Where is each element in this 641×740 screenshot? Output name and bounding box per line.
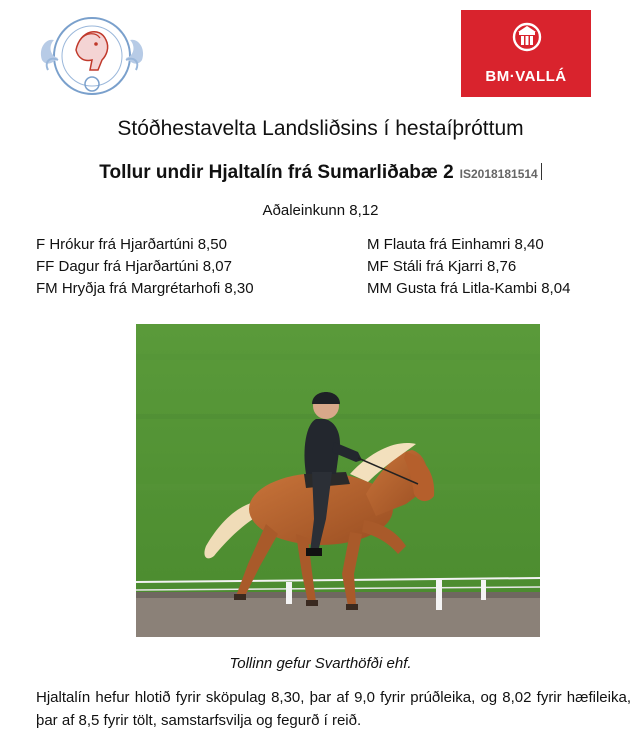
pedigree-line: M Flauta frá Einhamri 8,40 xyxy=(367,236,544,253)
landssamband-logo xyxy=(36,10,148,102)
pedigree-line: MM Gusta frá Litla-Kambi 8,04 xyxy=(367,280,571,297)
summary-paragraph: Hjaltalín hefur hlotið fyrir sköpulag 8,30, þar af 9,0 fyrir prúðleika, og 8,02 fyrir hæfileika, þar af 8,5 fyrir tölt, samstarfsvilja og fegurð í reið. xyxy=(36,689,631,729)
horse-heading xyxy=(0,162,641,184)
horse-id: IS2018181514 xyxy=(459,167,538,181)
event-title: Stóðhestavelta Landsliðsins í hestaíþróttum xyxy=(117,117,524,140)
bm-valla-logo xyxy=(461,10,591,97)
bm-valla-wordmark: BM·VALLÁ xyxy=(485,68,567,85)
pedigree-line: MF Stáli frá Kjarri 8,76 xyxy=(367,258,517,275)
horse-photo xyxy=(136,324,540,637)
pedigree-line: FF Dagur frá Hjarðartúni 8,07 xyxy=(36,258,232,275)
photo-caption: Tollinn gefur Svarthöfði ehf. xyxy=(229,655,412,672)
pedigree-dam-side xyxy=(367,234,570,300)
rider-on-horse-image xyxy=(136,324,540,637)
pedigree-line: FM Hryðja frá Margrétarhofi 8,30 xyxy=(36,280,254,297)
pedigree-sire-side xyxy=(36,234,254,300)
bm-valla-house-icon xyxy=(512,22,542,62)
average-score: Aðaleinkunn 8,12 xyxy=(262,202,379,219)
text-cursor xyxy=(541,163,542,180)
landssamband-emblem-icon xyxy=(36,10,148,102)
horse-name: Tollur undir Hjaltalín frá Sumarliðabæ 2 xyxy=(99,162,454,183)
pedigree-line: F Hrókur frá Hjarðartúni 8,50 xyxy=(36,236,227,253)
